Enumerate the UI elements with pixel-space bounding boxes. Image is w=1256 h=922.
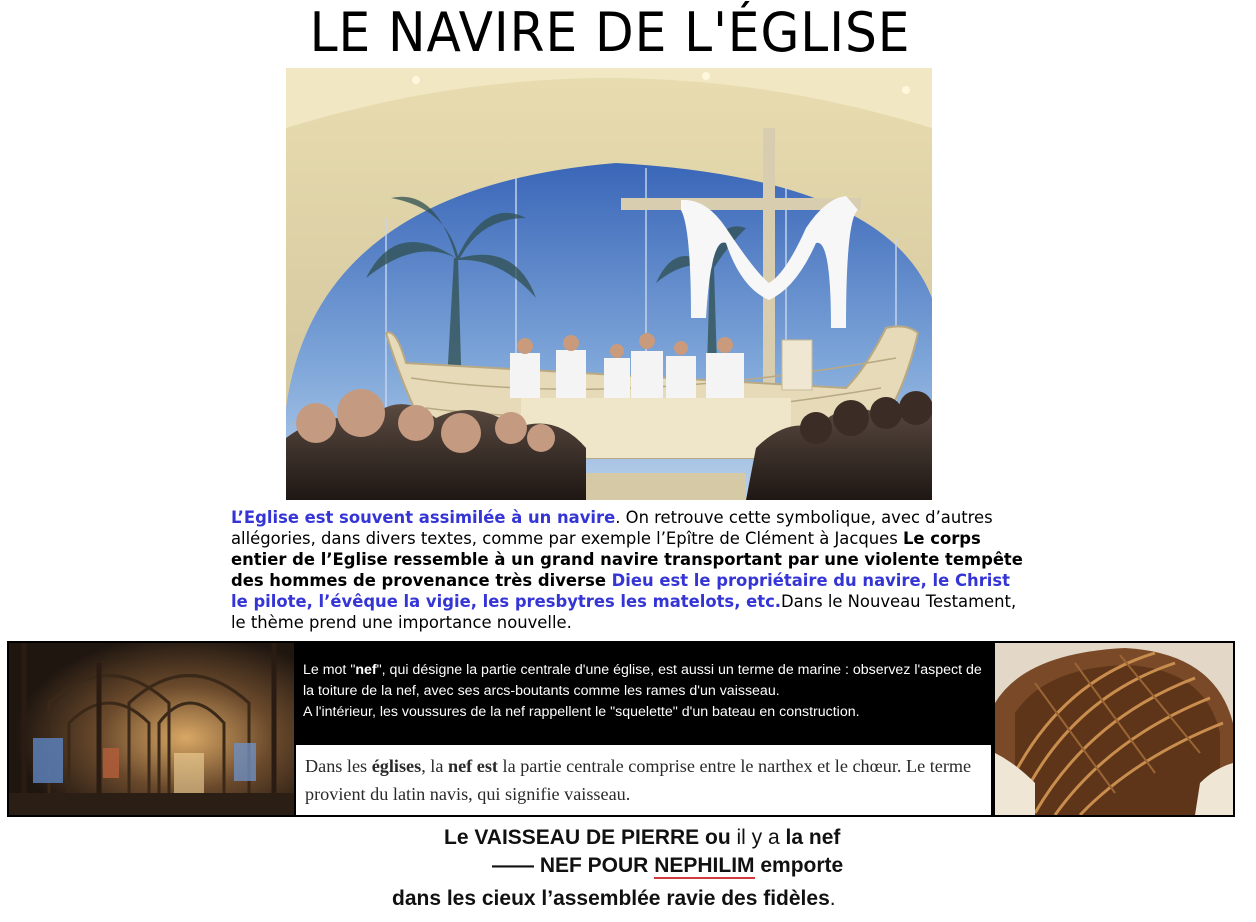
- def-c: , la: [421, 756, 448, 776]
- footer-line-1: [444, 825, 840, 851]
- page-title: LE NAVIRE DE L'ÉGLISE: [309, 1, 911, 64]
- footer-line-2: [492, 853, 843, 879]
- nef-word: nef: [355, 662, 377, 678]
- nef-marine-text: [303, 660, 993, 723]
- nef-text-interior: A l'intérieur, les voussures de la nef rappellent le "squelette" d'un bateau en construction.: [303, 704, 860, 720]
- nef-text-part-c: ", qui désigne la partie centrale d'une église, est aussi un terme de marine : observez l'aspect de la toiture de la nef, avec ses arcs-boutants comme les rames d'un vaisseau.: [303, 662, 982, 699]
- intro-highlight-2: Dieu est le propriétaire du navire, le Christ le pilote, l’évêque la vigie, les presbytres les matelots, etc.: [231, 571, 1010, 611]
- intro-paragraph: [231, 507, 1031, 633]
- def-eglises: églises: [371, 756, 422, 776]
- footer-line-3: [392, 886, 836, 912]
- nef-text-part-a: Le mot ": [303, 662, 356, 678]
- def-e: la partie centrale comprise entre le narthex et le chœur. Le terme provient du latin navis, qui signifie vaisseau.: [305, 756, 972, 804]
- def-a: Dans les: [305, 756, 372, 776]
- footer-nephilim: [654, 854, 754, 877]
- footer-nephilim-text: NEPHILIM: [654, 854, 755, 877]
- intro-highlight-1: L’Eglise est souvent assimilée à un navire: [231, 508, 616, 527]
- nef-definition-text: [305, 752, 985, 808]
- boat-altar-photo: [286, 68, 932, 500]
- footer-la-nef: la nef: [785, 826, 841, 849]
- spellcheck-underline: [654, 877, 754, 879]
- footer-cieux: dans les cieux l’assemblée ravie des fidèles: [392, 887, 830, 910]
- footer-period: .: [829, 887, 836, 910]
- intro-text-2: Dans le Nouveau Testament, le thème prend une importance nouvelle.: [231, 592, 1017, 632]
- timber-roof-photo: [995, 643, 1233, 815]
- intro-quote: Le corps entier de l’Eglise ressemble à un grand navire transportant par une violente tempête des hommes de provenance très diverse: [231, 529, 1023, 590]
- footer-nef-pour: —— NEF POUR: [492, 854, 655, 877]
- intro-text-1: . On retrouve cette symbolique, avec d’autres allégories, dans divers textes, comme par exemple l’Epître de Clément à Jacques: [231, 508, 993, 548]
- footer-il-y-a: il y a: [730, 826, 786, 849]
- cathedral-nave-photo: [9, 643, 294, 815]
- footer-emporte: emporte: [754, 854, 844, 877]
- footer-vaisseau: Le VAISSEAU DE PIERRE ou: [444, 826, 731, 849]
- def-nef-est: nef est: [447, 756, 498, 776]
